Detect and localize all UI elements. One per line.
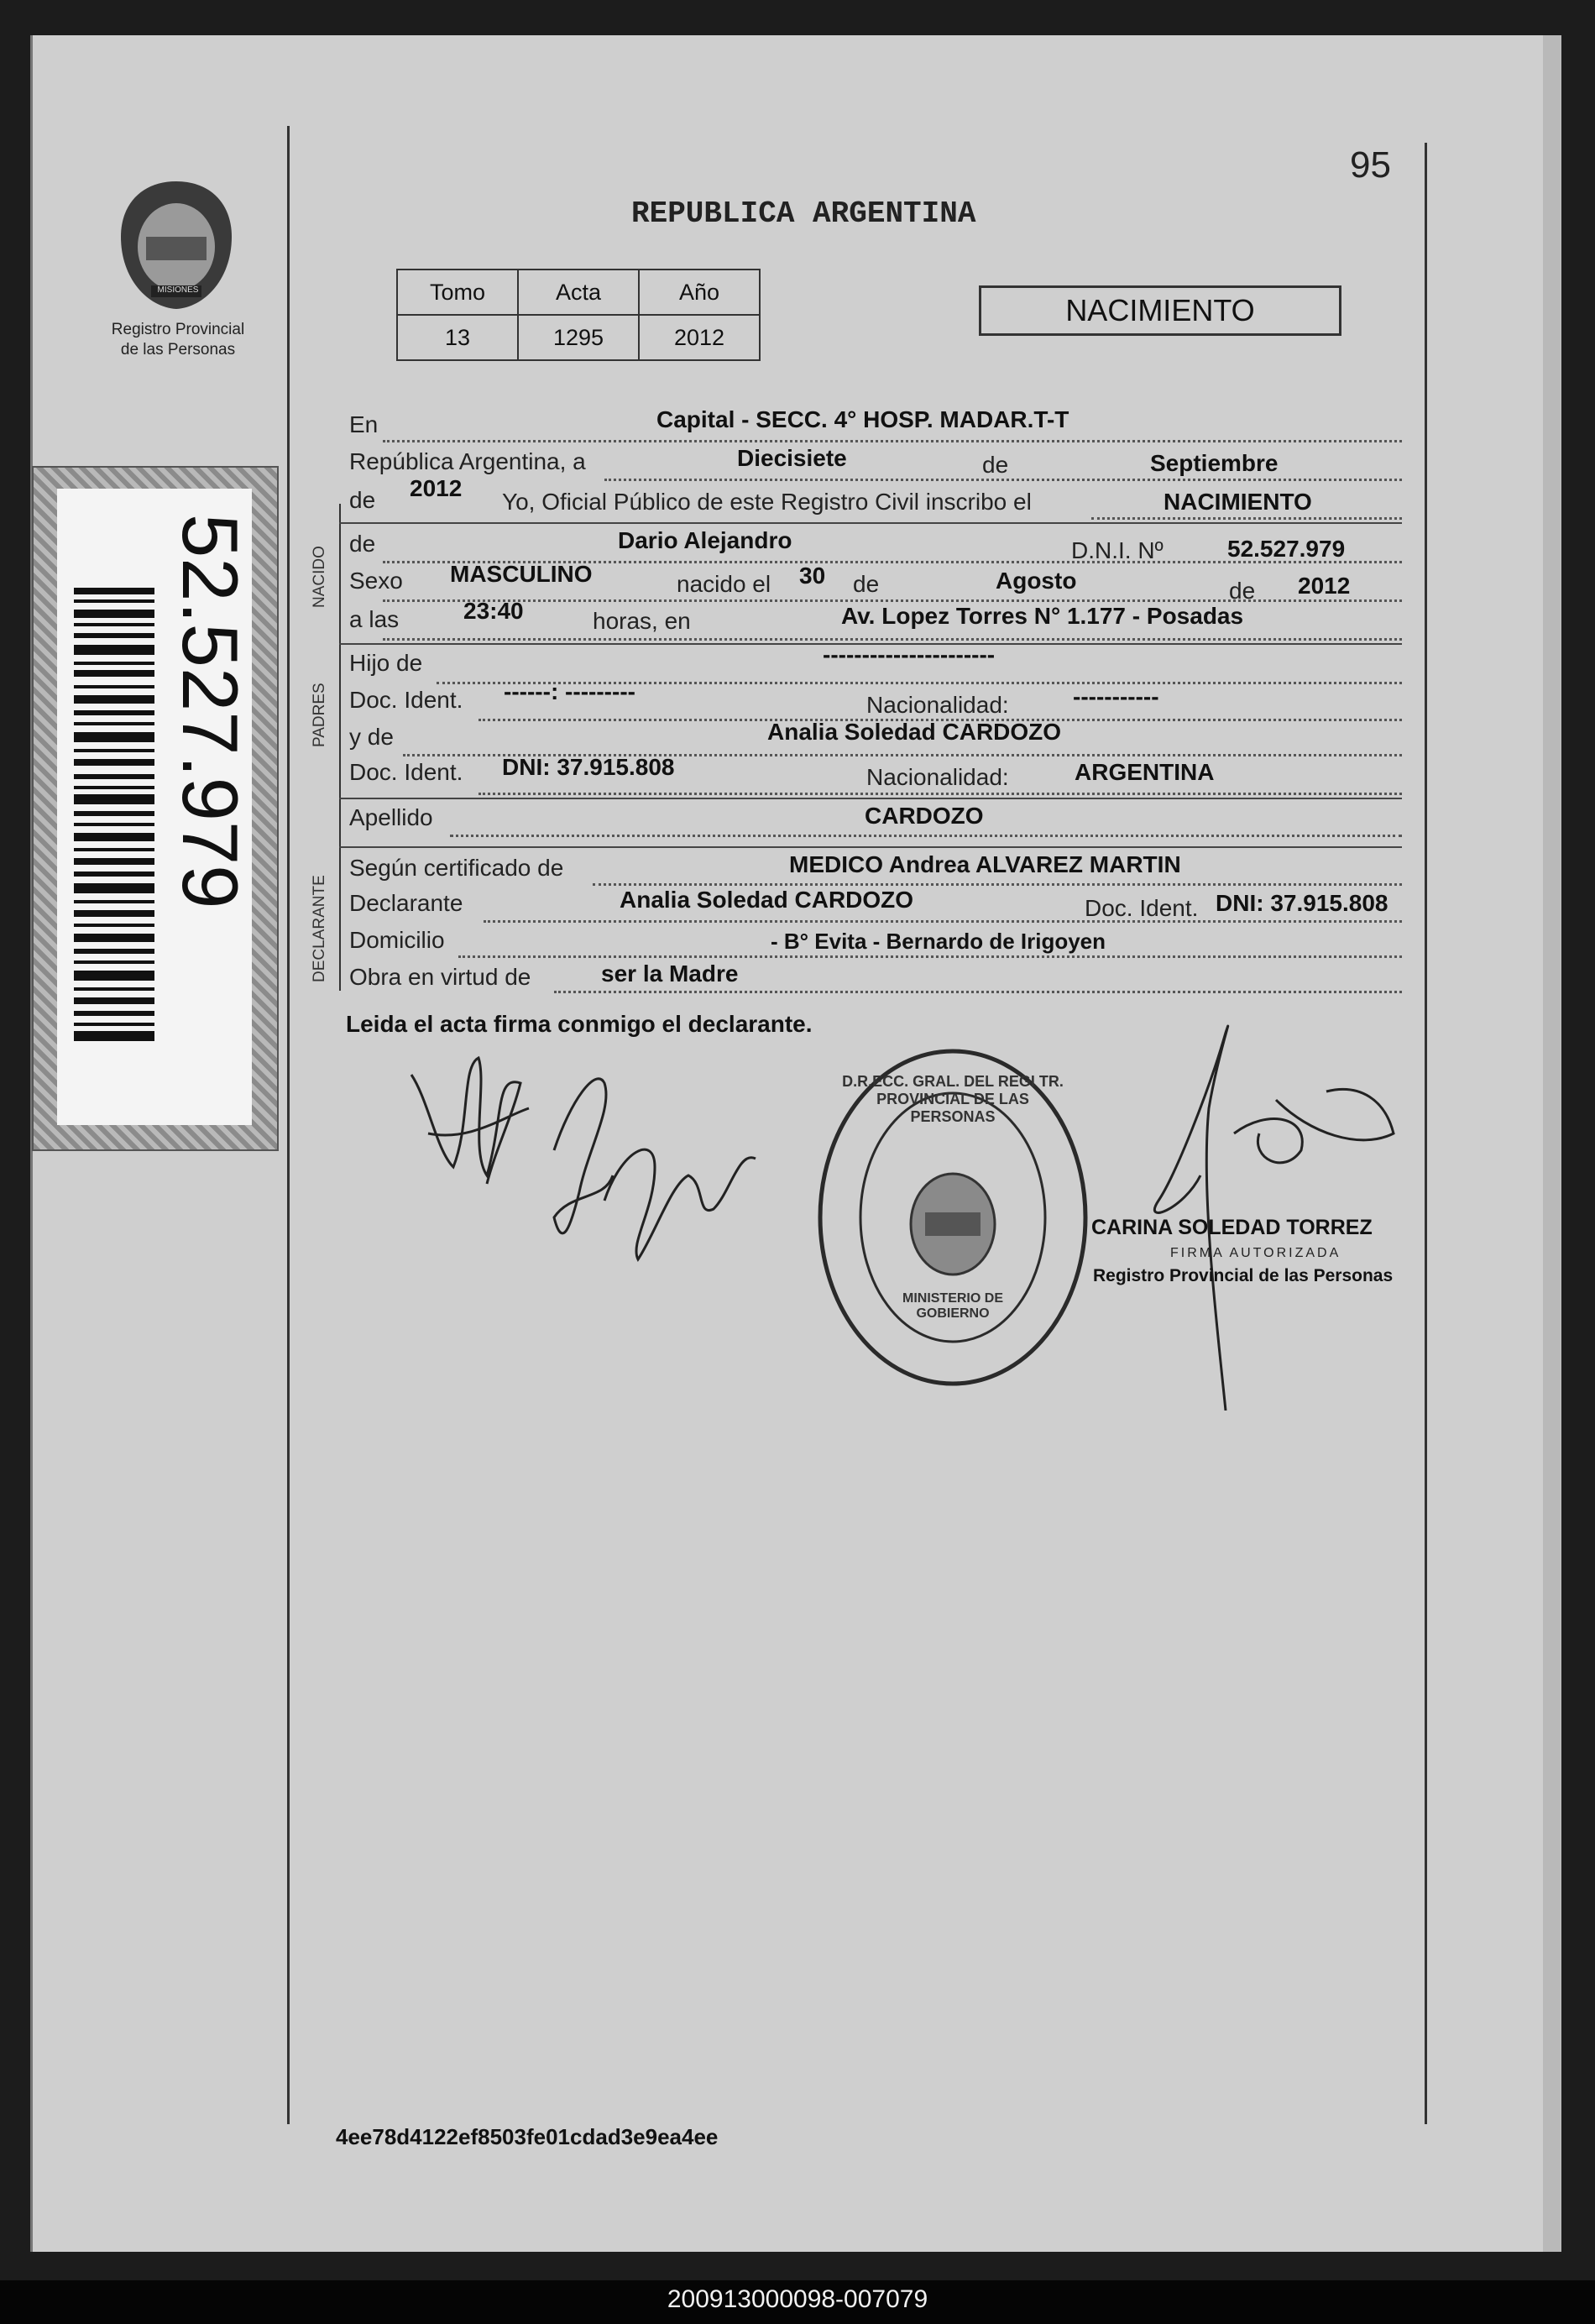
value-sexo: MASCULINO [450, 561, 593, 587]
side-label-nacido: NACIDO [311, 546, 328, 608]
page-number: 95 [1350, 144, 1391, 186]
value-mother: Analia Soledad CARDOZO [767, 719, 1062, 745]
value-day: Diecisiete [737, 445, 847, 471]
label-horas: horas, en [593, 608, 691, 634]
dotted-line [478, 793, 1402, 795]
table-header: Acta [518, 270, 639, 315]
section-rule [339, 522, 1402, 524]
table-header: Año [639, 270, 760, 315]
label-y-de: y de [349, 724, 394, 750]
org-name-line1: Registro Provincial [111, 321, 245, 338]
document-hash: 4ee78d4122ef8503fe01cdad3e9ea4ee [336, 2124, 719, 2149]
label-nacido: nacido el [677, 571, 771, 597]
dotted-line [450, 835, 1402, 837]
side-label-declarante: DECLARANTE [311, 875, 328, 982]
dotted-line [383, 638, 1402, 641]
table-header: Tomo [397, 270, 518, 315]
label-doc-ident: Doc. Ident. [349, 759, 463, 785]
value-place: Av. Lopez Torres N° 1.177 - Posadas [841, 603, 1244, 629]
value-segun: MEDICO Andrea ALVAREZ MARTIN [789, 851, 1181, 877]
dotted-line [554, 991, 1402, 993]
table-cell: 13 [397, 315, 518, 360]
stamp-ring-text: D.R.ECC. GRAL. DEL REGI TR. PROVINCIAL DE LAS PERSONAS [842, 1073, 1064, 1125]
label-hijo: Hijo de [349, 650, 423, 676]
org-name-line2: de las Personas [120, 341, 236, 359]
dotted-line [458, 955, 1402, 958]
right-margin-line [1425, 143, 1427, 2124]
declarant-signature [403, 1049, 772, 1285]
value-domicilio: - B° Evita - Bernardo de Irigoyen [771, 929, 1106, 954]
dotted-line [484, 920, 1402, 923]
label-republica: República Argentina, a [349, 448, 586, 474]
label-obra: Obra en virtud de [349, 964, 531, 990]
seal-text: MISIONES [157, 285, 199, 295]
table-cell: 2012 [639, 315, 760, 360]
value-inscribo: NACIMIENTO [1164, 489, 1312, 515]
label-yo: Yo, Oficial Público de este Registro Civil inscribo el [502, 489, 1032, 515]
label-sexo: Sexo [349, 568, 403, 594]
label-nacionalidad: Nacionalidad: [866, 692, 1009, 718]
table-cell: 1295 [518, 315, 639, 360]
value-birth-month: Agosto [996, 568, 1077, 594]
official-stamp [816, 1048, 1090, 1387]
dotted-line [383, 440, 1402, 442]
label-en: En [349, 411, 379, 437]
stamp-inner-text: MINISTERIO DE GOBIERNO [902, 1291, 1003, 1321]
barcode-number: 52.527.979 [166, 514, 254, 909]
value-doc3: DNI: 37.915.808 [1216, 890, 1388, 916]
side-label-padres: PADRES [311, 683, 328, 747]
dotted-line [593, 883, 1402, 886]
closing-statement: Leida el acta firma conmigo el declarante. [346, 1011, 813, 1037]
value-birth-year: 2012 [1298, 573, 1351, 599]
value-nac1: ----------- [1073, 683, 1159, 709]
value-apellido: CARDOZO [865, 803, 984, 829]
label-de: de [982, 452, 1009, 478]
dotted-line [383, 599, 1402, 602]
dotted-line [604, 479, 1402, 481]
value-doc1: ------: --------- [504, 678, 635, 704]
label-de: de [1229, 578, 1256, 604]
value-year: 2012 [410, 475, 463, 501]
officer-name: CARINA SOLEDAD TORREZ [1091, 1216, 1373, 1239]
label-de: de [349, 531, 376, 557]
label-apellido: Apellido [349, 804, 433, 830]
label-doc-ident: Doc. Ident. [1085, 895, 1199, 921]
label-alas: a las [349, 606, 400, 632]
document-title: REPUBLICA ARGENTINA [631, 196, 976, 231]
officer-title: FIRMA AUTORIZADA [1170, 1246, 1341, 1260]
section-divider [339, 504, 341, 991]
value-obra: ser la Madre [601, 960, 739, 987]
value-name: Dario Alejandro [618, 527, 792, 553]
label-de: de [853, 571, 880, 597]
label-domicilio: Domicilio [349, 927, 445, 953]
label-segun: Según certificado de [349, 855, 564, 881]
label-de: de [349, 487, 376, 513]
label-dni: D.N.I. Nº [1071, 537, 1164, 563]
value-nac2: ARGENTINA [1075, 759, 1215, 785]
margin-line [287, 126, 290, 2124]
record-type-box: NACIMIENTO [979, 285, 1341, 336]
value-declarante: Analia Soledad CARDOZO [620, 887, 914, 913]
section-rule [339, 846, 1402, 848]
page-edge [1543, 35, 1561, 2252]
value-birth-day: 30 [799, 563, 826, 589]
image-id: 200913000098-007079 [667, 2285, 928, 2313]
dotted-line [1091, 517, 1402, 520]
value-time: 23:40 [463, 598, 524, 624]
seal-emblem [118, 178, 235, 312]
value-hijo: ---------------------- [823, 641, 996, 667]
label-nacionalidad: Nacionalidad: [866, 764, 1009, 790]
value-en: Capital - SECC. 4° HOSP. MADAR.T-T [656, 406, 1069, 432]
label-declarante: Declarante [349, 890, 463, 916]
label-doc-ident: Doc. Ident. [349, 687, 463, 713]
value-dni: 52.527.979 [1227, 536, 1346, 562]
register-table [396, 269, 761, 361]
officer-signature [1108, 1008, 1410, 1411]
barcode [74, 588, 154, 1041]
value-month: Septiembre [1150, 450, 1279, 476]
section-rule [339, 798, 1402, 799]
officer-org: Registro Provincial de las Personas [1093, 1266, 1394, 1285]
value-doc2: DNI: 37.915.808 [502, 754, 675, 780]
